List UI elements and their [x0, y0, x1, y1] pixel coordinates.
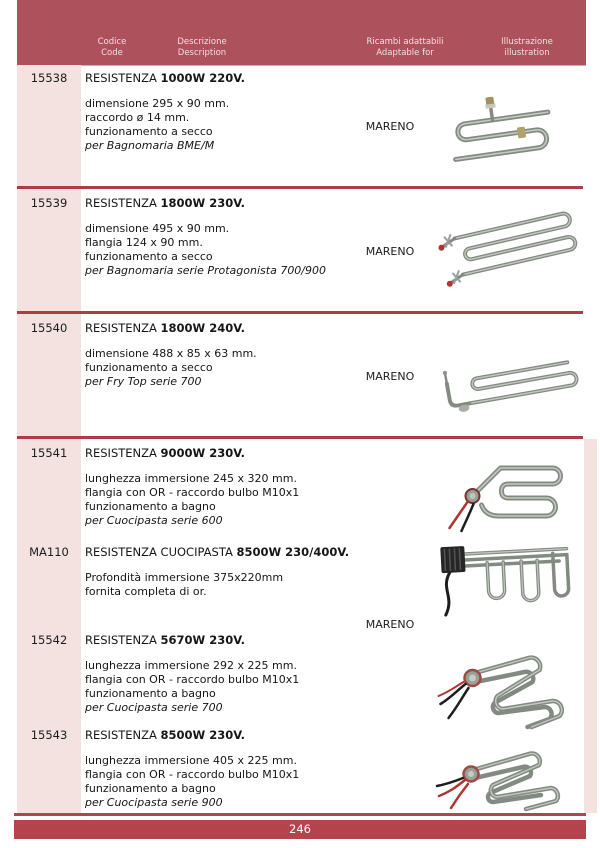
header-label: Codice — [97, 37, 127, 47]
product-code: 15541 — [30, 446, 68, 460]
description-line: flangia con OR - raccordo bulbo M10x1 — [85, 673, 300, 686]
header-column-code — [72, 37, 152, 59]
description-application-line: per Bagnomaria BME/M — [85, 139, 215, 152]
product-description — [85, 472, 420, 528]
header-label: Adaptable for — [376, 48, 434, 58]
description-line: funzionamento a secco — [85, 250, 213, 263]
product-title-prefix: RESISTENZA — [85, 196, 157, 210]
product-title-rating: 1800W 240V. — [160, 321, 246, 335]
header-label: Description — [177, 48, 227, 58]
footer-bar — [14, 820, 586, 839]
header-label: illustration — [504, 48, 550, 58]
description-line: Profondità immersione 375x220mm — [85, 571, 284, 584]
brand-label: MARENO — [365, 618, 415, 631]
description-application-line: per Fry Top serie 700 — [85, 375, 202, 388]
description-line: dimensione 295 x 90 mm. — [85, 97, 230, 110]
footer-rule — [14, 813, 586, 816]
product-title-prefix: RESISTENZA — [85, 446, 157, 460]
header-column-illustration — [457, 37, 597, 59]
table-header-bar — [17, 0, 586, 66]
product-title-prefix: RESISTENZA CUOCIPASTA — [85, 545, 233, 559]
product-title-rating: 1800W 230V. — [160, 196, 246, 210]
product-title-rating: 8500W 230V. — [160, 728, 246, 742]
element-photo — [430, 638, 586, 738]
product-title — [85, 446, 420, 460]
product-title — [85, 545, 420, 559]
brand-label: MARENO — [365, 370, 415, 383]
product-title-rating: 5670W 230V. — [160, 633, 246, 647]
product-title-rating: 1000W 220V. — [160, 71, 246, 85]
description-line: raccordo ø 14 mm. — [85, 111, 190, 124]
product-title — [85, 196, 420, 210]
product-code: 15539 — [30, 196, 68, 210]
product-title-prefix: RESISTENZA — [85, 633, 157, 647]
product-title-rating: 8500W 230/400V. — [236, 545, 350, 559]
product-title — [85, 71, 420, 85]
description-line: funzionamento a bagno — [85, 782, 216, 795]
description-line: lunghezza immersione 245 x 320 mm. — [85, 472, 297, 485]
header-column-description — [152, 37, 252, 59]
element-photo — [432, 88, 582, 173]
header-label: Code — [101, 48, 123, 58]
code-column-background — [17, 65, 81, 813]
header-label: Descrizione — [177, 37, 227, 47]
description-application-line: per Cuocipasta serie 900 — [85, 796, 223, 809]
product-code: 15540 — [30, 321, 68, 335]
product-code: 15538 — [30, 71, 68, 85]
header-label: Illustrazione — [501, 37, 553, 47]
product-code: MA110 — [29, 545, 69, 559]
product-description — [85, 571, 420, 599]
product-code: 15543 — [30, 728, 68, 742]
element-photo — [426, 326, 588, 414]
page-number: 246 — [289, 822, 311, 836]
description-application-line: per Cuocipasta serie 600 — [85, 514, 223, 527]
product-title — [85, 633, 420, 647]
separator-line — [17, 186, 583, 189]
description-line: fornita completa di or. — [85, 585, 207, 598]
description-line: dimensione 495 x 90 mm. — [85, 222, 230, 235]
product-title-prefix: RESISTENZA — [85, 321, 157, 335]
product-code: 15542 — [30, 633, 68, 647]
description-line: funzionamento a secco — [85, 361, 213, 374]
separator-line — [17, 311, 583, 314]
element-photo — [428, 198, 586, 293]
description-line: funzionamento a secco — [85, 125, 213, 138]
product-title — [85, 321, 420, 335]
description-application-line: per Cuocipasta serie 700 — [85, 701, 223, 714]
product-description — [85, 754, 420, 810]
brand-label: MARENO — [365, 120, 415, 133]
element-photo — [428, 532, 578, 627]
description-line: funzionamento a bagno — [85, 500, 216, 513]
product-title-prefix: RESISTENZA — [85, 71, 157, 85]
header-label: Ricambi adattabili — [366, 37, 444, 47]
product-description — [85, 659, 420, 715]
brand-label: MARENO — [365, 245, 415, 258]
element-photo — [440, 438, 586, 538]
description-line: lunghezza immersione 405 x 225 mm. — [85, 754, 297, 767]
description-line: lunghezza immersione 292 x 225 mm. — [85, 659, 297, 672]
description-line: flangia 124 x 90 mm. — [85, 236, 203, 249]
element-photo — [426, 732, 588, 817]
product-title-prefix: RESISTENZA — [85, 728, 157, 742]
description-line: flangia con OR - raccordo bulbo M10x1 — [85, 486, 300, 499]
description-application-line: per Bagnomaria serie Protagonista 700/900 — [85, 264, 327, 277]
description-line: funzionamento a bagno — [85, 687, 216, 700]
description-line: dimensione 488 x 85 x 63 mm. — [85, 347, 257, 360]
header-column-adaptable — [335, 37, 475, 59]
description-line: flangia con OR - raccordo bulbo M10x1 — [85, 768, 300, 781]
product-title — [85, 728, 420, 742]
product-title-rating: 9000W 230V. — [160, 446, 246, 460]
